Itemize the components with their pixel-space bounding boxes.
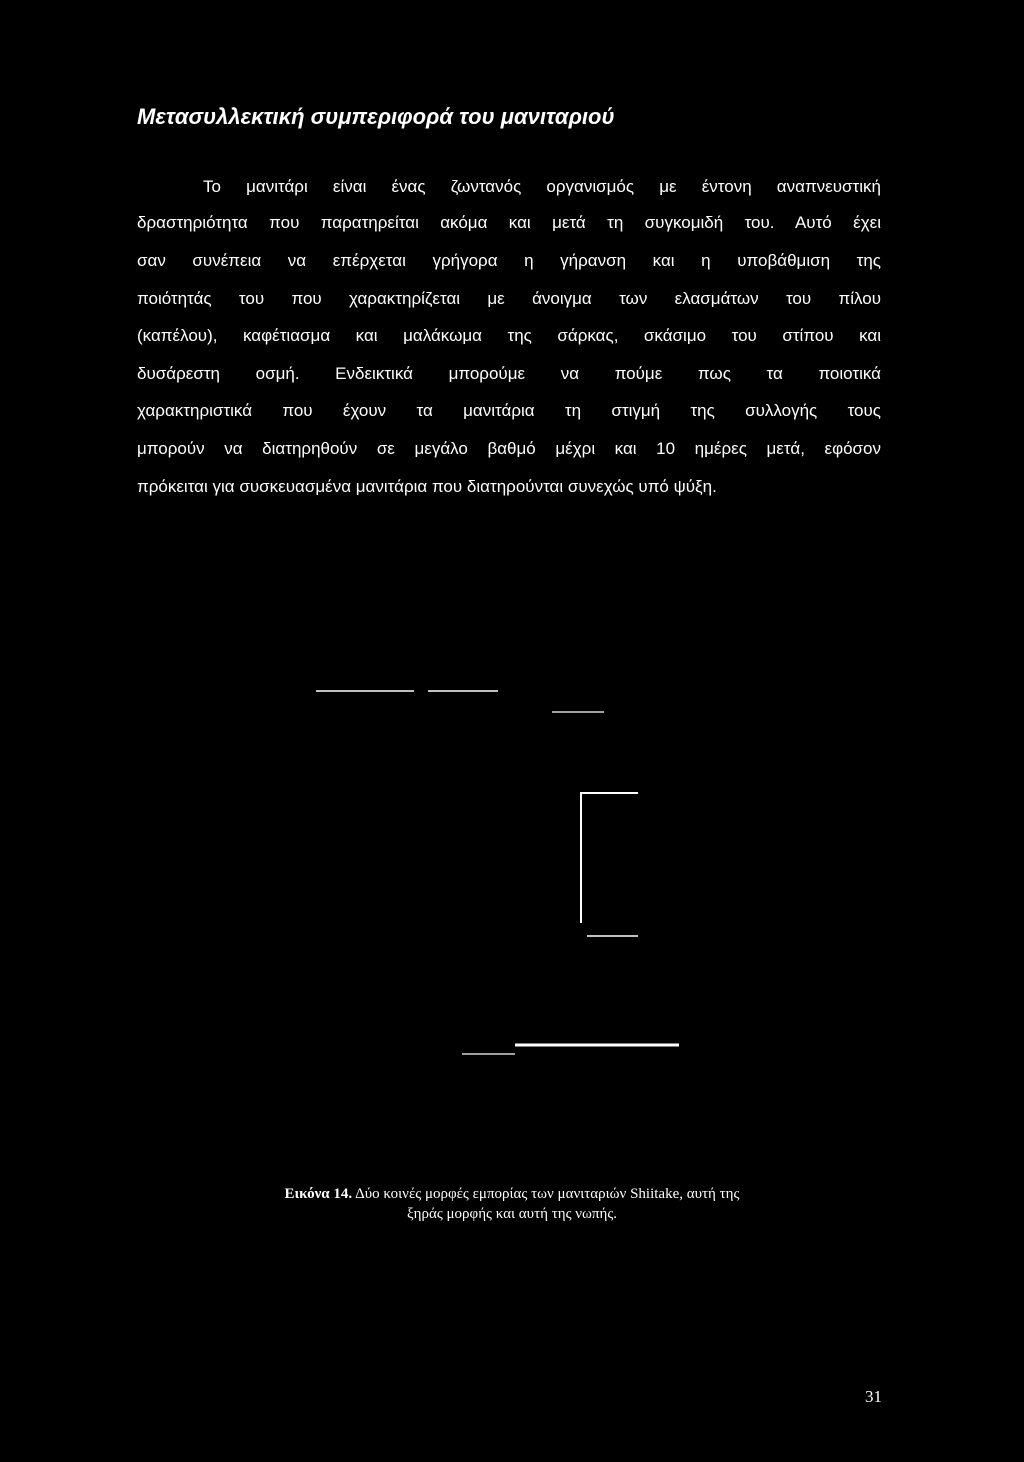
paragraph-line: δραστηριότητα που παρατηρείται ακόμα και μετά τη συγκομιδή του. Αυτό έχει bbox=[137, 213, 881, 232]
paragraph-line: πρόκειται για συσκευασμένα μανιτάρια που διατηρούνται συνεχώς υπό ψύξη. bbox=[137, 477, 717, 496]
paragraph-line: μπορούν να διατηρηθούν σε μεγάλο βαθμό μέχρι και 10 ημέρες μετά, εφόσον bbox=[137, 439, 881, 458]
paragraph-line: ποιότητάς του που χαρακτηρίζεται με άνοιγμα των ελασμάτων του πίλου bbox=[137, 289, 881, 308]
paragraph-line: Το μανιτάρι είναι ένας ζωντανός οργανισμός με έντονη αναπνευστική bbox=[203, 177, 881, 196]
section-title: Μετασυλλεκτική συμπεριφορά του μανιταριού bbox=[137, 104, 615, 129]
paragraph-line: (καπέλου), καφέτιασμα και μαλάκωμα της σάρκας, σκάσιμο του στίπου και bbox=[137, 326, 881, 345]
figure-caption bbox=[180, 1184, 844, 1224]
page-number: 31 bbox=[865, 1387, 882, 1406]
caption-text-line1: Δύο κοινές μορφές εμπορίας των μανιταριών Shiitake, αυτή της bbox=[355, 1186, 740, 1202]
paragraph-line: δυσάρεστη οσμή. Ενδεικτικά μπορούμε να πούμε πως τα ποιοτικά bbox=[137, 364, 881, 383]
paragraph-line: σαν συνέπεια να επέρχεται γρήγορα η γήρανση και η υποβάθμιση της bbox=[137, 251, 881, 270]
paragraph-line: χαρακτηριστικά που έχουν τα μανιτάρια τη στιγμή της συλλογής τους bbox=[137, 401, 881, 420]
figure-image bbox=[300, 680, 700, 1060]
figure-remnant-lines bbox=[300, 680, 700, 1060]
caption-label: Εικόνα 14. bbox=[284, 1186, 353, 1202]
caption-text-line2: ξηράς μορφής και αυτή της νωπής. bbox=[406, 1206, 618, 1222]
